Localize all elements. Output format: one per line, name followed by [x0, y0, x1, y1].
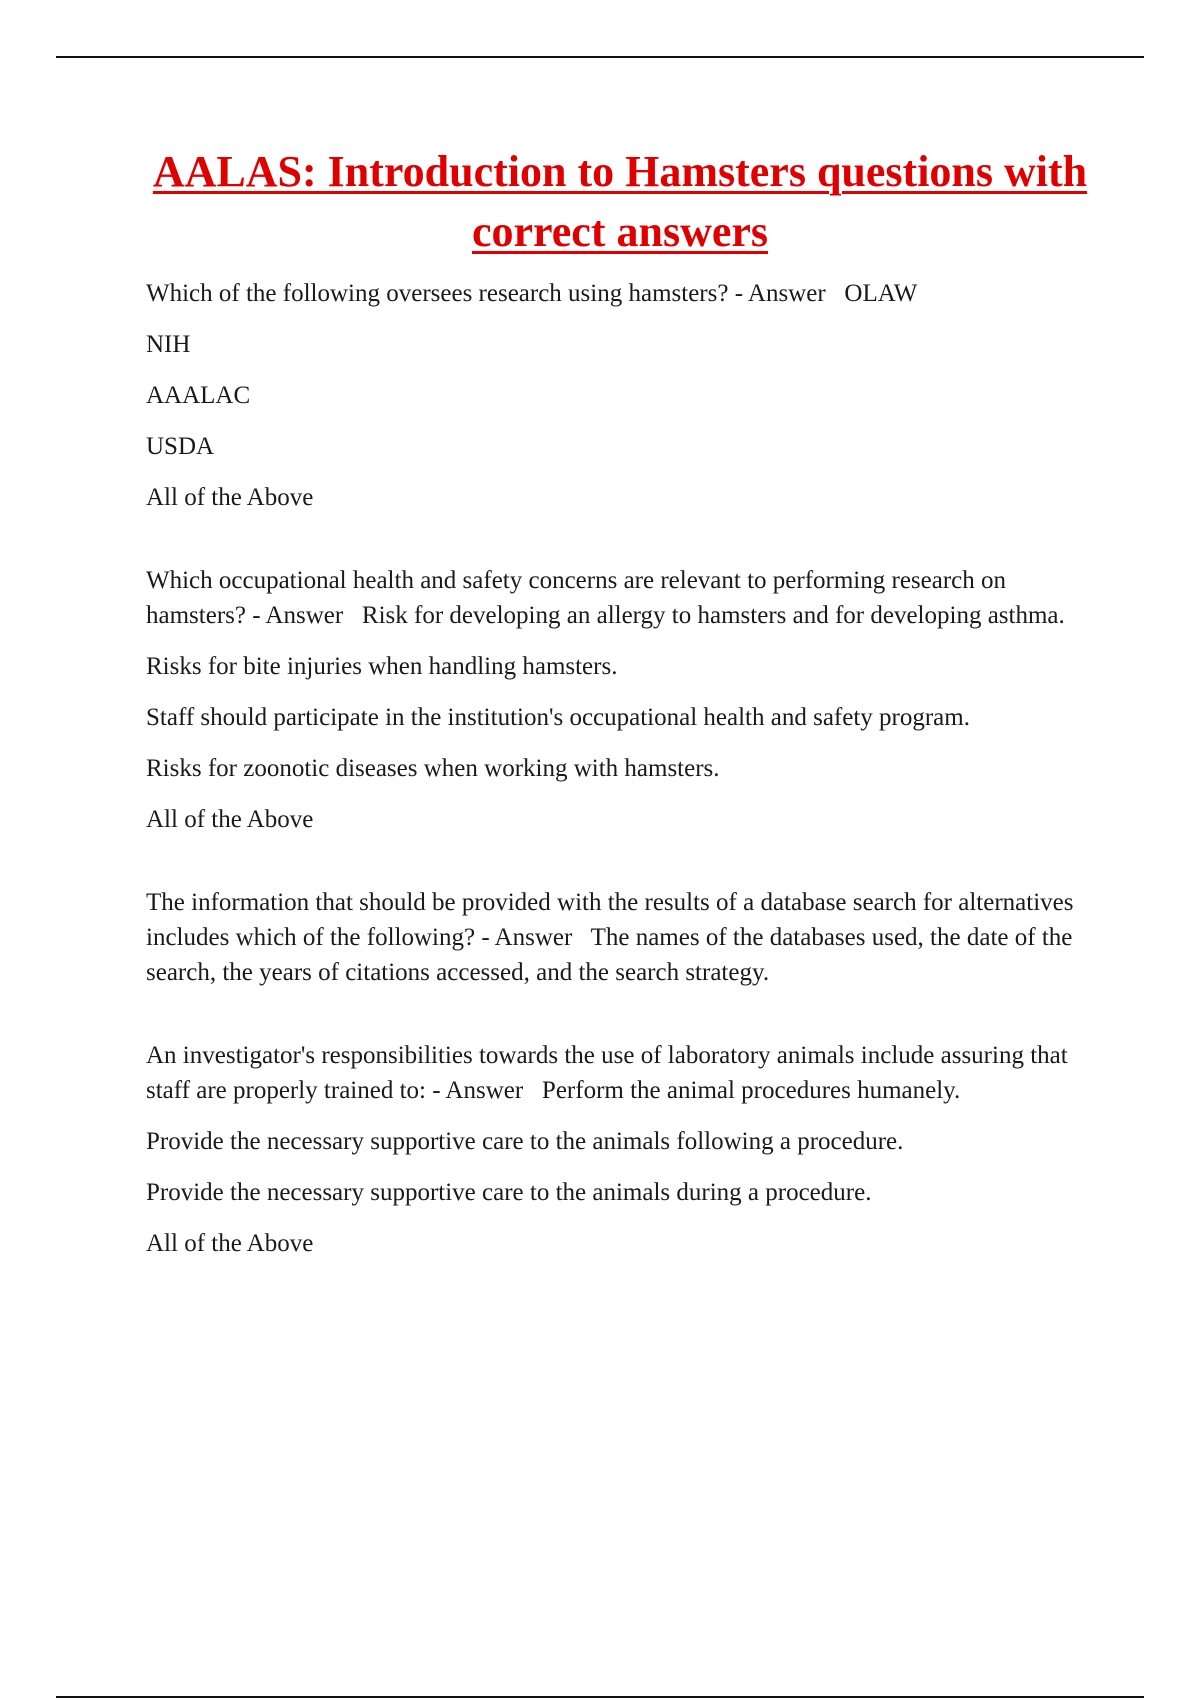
answer-option: Risks for bite injuries when handling hamsters.	[146, 653, 618, 680]
answer-option: NIH	[146, 331, 191, 358]
question-block-1	[146, 276, 1106, 515]
answer-option: Staff should participate in the institution's occupational health and safety program.	[146, 704, 970, 731]
question-text: Which occupational health and safety concerns are relevant to performing research on hamsters? - Answer Risk for developing an allergy to hamsters and for developing asthma.	[146, 567, 1065, 629]
answer-option: Risks for zoonotic diseases when working with hamsters.	[146, 755, 720, 782]
question-text: Which of the following oversees research using hamsters? - Answer OLAW	[146, 280, 918, 307]
document-title: AALAS: Introduction to Hamsters questions with correct answers	[152, 147, 1088, 256]
question-text: An investigator's responsibilities towards the use of laboratory animals include assuring that staff are properly trained to: - Answer Perform the animal procedures humanely.	[146, 1042, 1074, 1104]
question-text: The information that should be provided with the results of a database search for alternatives includes which of the following? - Answer The names of the databases used, the date of the search, the years of citations accessed, and the search strategy.	[146, 889, 1080, 986]
answer-option: All of the Above	[146, 1230, 314, 1257]
question-block-2	[146, 563, 1106, 837]
answer-option: USDA	[146, 433, 215, 460]
question-block-4	[146, 1038, 1106, 1261]
bottom-rule	[56, 1696, 1144, 1698]
document-body	[146, 276, 1106, 1261]
answer-option: All of the Above	[146, 484, 314, 511]
answer-option: AAALAC	[146, 382, 251, 409]
answer-option: Provide the necessary supportive care to the animals during a procedure.	[146, 1179, 872, 1206]
answer-option: All of the Above	[146, 806, 314, 833]
top-rule	[56, 56, 1144, 58]
question-block-3	[146, 885, 1106, 990]
answer-option: Provide the necessary supportive care to the animals following a procedure.	[146, 1128, 904, 1155]
